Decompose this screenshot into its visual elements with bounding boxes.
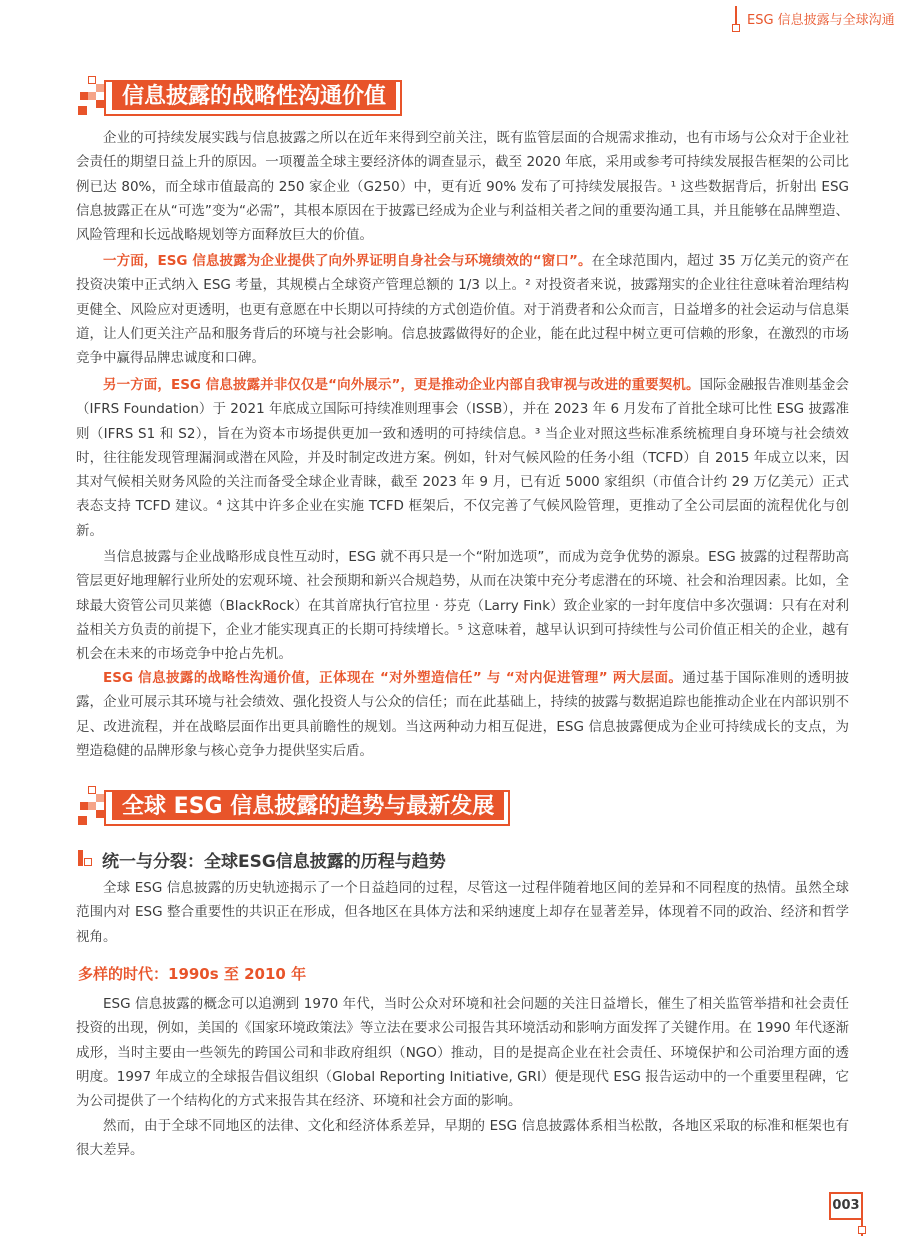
- section-2-paragraph-1: 全球 ESG 信息披露的历史轨迹揭示了一个日益趋同的过程，尽管这一过程伴随着地区间的差异和不同程度的热情。虽然全球范围内对 ESG 整合重要性的共识正在形成，但各地区在具体方法和采纳速度上却存在显著差异，体现着不同的政治、经济和哲学视角。: [76, 880, 849, 945]
- paragraph-2-lead: 一方面，ESG 信息披露为企业提供了向外界证明自身社会与环境绩效的“窗口”。: [103, 253, 592, 269]
- section-1-paragraph-5: [76, 666, 849, 763]
- paragraph-5-body: 通过基于国际准则的透明披露，企业可展示其环境与社会绩效、强化投资人与公众的信任；而在此基础上，持续的披露与数据追踪也能推动企业在内部识别不足、改进流程，并在战略层面作出更具前瞻性的规划。当这两种动力相互促进，ESG 信息披露便成为企业可持续成长的支点，为塑造稳健的品牌形象与核心竞争力提供坚实后盾。: [76, 670, 850, 759]
- paragraph-5-lead: ESG 信息披露的战略性沟通价值，正体现在 “对外塑造信任” 与 “对内促进管理” 两大层面。: [103, 670, 683, 686]
- header-square-ornament: [732, 24, 740, 32]
- section-1-heading: [78, 76, 438, 116]
- paragraph-2-body: 在全球范围内，超过 35 万亿美元的资产在投资决策中正式纳入 ESG 考量，其规模占全球资产管理总额的 1/3 以上。² 对投资者来说，披露翔实的企业往往意味着治理结构更健全、风险应对更透明，也更有意愿在中长期以可持续的方式创造价值。对于消费者和公众而言，日益增多的社会运动与信息渠道，让人们更关注产品和服务背后的环境与社会影响。信息披露做得好的企业，能在此过程中树立更可信赖的形象，在激烈的市场竞争中赢得品牌忠诚度和口碑。: [76, 253, 849, 367]
- page-number-square-ornament: [858, 1226, 866, 1234]
- paragraph-3-body: 国际金融报告准则基金会（IFRS Foundation）于 2021 年底成立国际可持续准则理事会（ISSB），并在 2023 年 6 月发布了首批全球可比性 ESG 披露准则（IFRS S1 和 S2），旨在为资本市场提供更加一致和透明的可持续信息。³ 当企业对照这些标准系统梳理自身环境与社会绩效时，往往能发现管理漏洞或潜在风险，并及时制定改进方案。例如，针对气候风险的任务小组（TCFD）自 2015 年成立以来，因其对气候相关财务风险的关注而备受全球企业青睐，截至 2023 年 9 月，已有近 5000 家组织（市值合计约 29 万亿美元）正式表态支持 TCFD 建议。⁴ 这其中许多企业在实施 TCFD 框架后，不仅完善了气候风险管理，更推动了全公司层面的流程优化与创新。: [76, 377, 849, 539]
- section-1-paragraph-3: [76, 373, 849, 543]
- paragraph-3-lead: 另一方面，ESG 信息披露并非仅仅是“向外展示”，更是推动企业内部自我审视与改进的重要契机。: [103, 377, 700, 393]
- running-header: [735, 0, 919, 34]
- era-title: 多样的时代：1990s 至 2010 年: [78, 965, 307, 983]
- section-1-title-box: [104, 80, 402, 116]
- page-number: 003: [829, 1192, 863, 1220]
- section-2-paragraph-3: 然而，由于全球不同地区的法律、文化和经济体系差异，早期的 ESG 信息披露体系相当松散，各地区采取的标准和框架也有很大差异。: [76, 1118, 849, 1159]
- section-1-paragraph-2: [76, 249, 849, 370]
- section-1-paragraph-1: 企业的可持续发展实践与信息披露之所以在近年来得到空前关注，既有监管层面的合规需求推动，也有市场与公众对于企业社会责任的期望日益上升的原因。一项覆盖全球主要经济体的调查显示，截至 2020 年底，采用或参考可持续发展报告框架的公司比例已达 80%，而全球市值最高的 250 家企业（G250）中，更有近 90% 发布了可持续发展报告。¹ 这些数据背后，折射出 ESG 信息披露正在从“可选”变为“必需”，其根本原因在于披露已经成为企业与利益相关者之间的重要沟通工具，并且能够在品牌塑造、风险管理和长远战略规划等方面释放巨大的价值。: [76, 130, 849, 244]
- section-1-title: 信息披露的战略性沟通价值: [122, 84, 387, 109]
- running-header-text: ESG 信息披露与全球沟通: [747, 13, 895, 28]
- section-2-title-box: [104, 790, 510, 826]
- section-2-title: 全球 ESG 信息披露的趋势与最新发展: [122, 794, 495, 819]
- section-2-subtitle: 统一与分裂：全球ESG信息披露的历程与趋势: [102, 852, 446, 872]
- subheading-marker-icon: [78, 850, 92, 866]
- section-1-paragraph-4: 当信息披露与企业战略形成良性互动时，ESG 就不再只是一个“附加选项”，而成为竞争优势的源泉。ESG 披露的过程帮助高管层更好地理解行业所处的宏观环境、社会预期和新兴合规趋势，从而在决策中充分考虑潜在的环境、社会和治理因素。比如，全球最大资管公司贝莱德（BlackRock）在其首席执行官拉里 · 芬克（Larry Fink）致企业家的一封年度信中多次强调：只有在对利益相关方负责的前提下，企业才能实现真正的长期可持续增长。⁵ 这意味着，越早认识到可持续性与公司价值正相关的企业，越有机会在未来的市场竞争中抢占先机。: [76, 549, 849, 663]
- section-2-heading: [78, 786, 538, 826]
- section-2-paragraph-2: ESG 信息披露的概念可以追溯到 1970 年代，当时公众对环境和社会问题的关注日益增长，催生了相关监管举措和社会责任投资的出现，例如，美国的《国家环境政策法》等立法在要求公司报告其环境活动和影响方面发挥了关键作用。在 1990 年代逐渐成形，当时主要由一些领先的跨国公司和非政府组织（NGO）推动，目的是提高企业在社会责任、环境保护和公司治理方面的透明度。1997 年成立的全球报告倡议组织（Global Reporting Initiative, GRI）便是现代 ESG 报告运动中的一个重要里程碑，它为公司提供了一个结构化的方式来报告其在经济、环境和社会方面的影响。: [76, 996, 849, 1110]
